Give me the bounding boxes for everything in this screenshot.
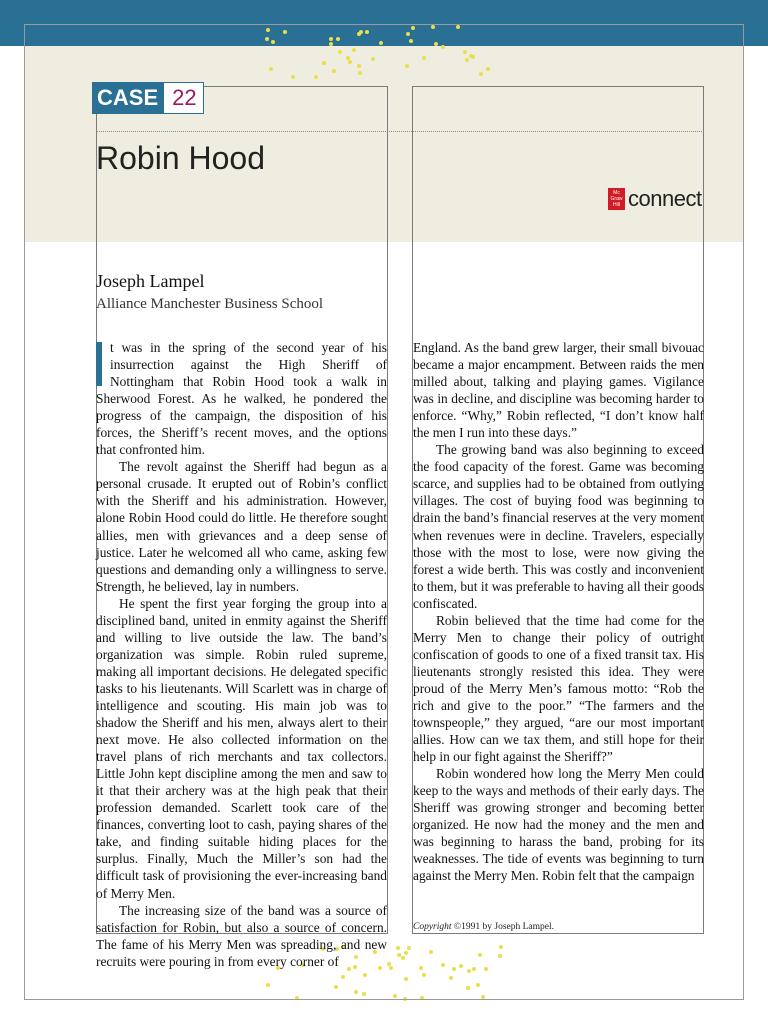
decorative-dot (431, 25, 435, 29)
decorative-dot (486, 67, 490, 71)
decorative-dot (449, 976, 453, 980)
case-number: 22 (164, 83, 202, 113)
case-label (92, 82, 204, 114)
decorative-dot (357, 64, 361, 68)
decorative-dot (334, 985, 338, 989)
author-affiliation: Alliance Manchester Business School (96, 296, 324, 312)
decorative-dot (429, 950, 433, 954)
paragraph: The growing band was also beginning to exceed the food capacity of the forest. Game was becoming scarce, and supplies had to be obtained from outlying villages. The cost of buying food was beginning to drain the band’s financial reserves at the very moment when revenues were in decline. Travelers, especially those with the most to lose, were now giving the forest a wide berth. This was costly and inconvenient to them, but it was preferable to having all their goods confiscated. (413, 442, 704, 611)
decorative-dot (265, 37, 269, 41)
decorative-dot (406, 32, 410, 36)
case-word: CASE (93, 83, 164, 113)
decorative-dot (389, 966, 393, 970)
author-name: Joseph Lampel (96, 271, 205, 291)
decorative-dot (393, 994, 397, 998)
decorative-dot (498, 954, 502, 958)
decorative-dot (358, 71, 362, 75)
paragraph: t was in the spring of the second year of his insurrection against the High Sheriff of Nottingham that Robin Hood took a walk in Sherwood Forest. As he walked, he pondered the progress of the campaign, the disposition of his forces, the Sheriff’s recent moves, and the options that confronted him. (96, 340, 387, 458)
right-column-text (413, 339, 704, 885)
decorative-dot (365, 30, 369, 34)
decorative-dot (266, 983, 270, 987)
decorative-dot (481, 995, 485, 999)
decorative-dot (332, 69, 336, 73)
decorative-dot (341, 975, 345, 979)
mcgraw-hill-logo-icon: Mc Graw Hill (608, 188, 625, 210)
connect-logo-text: connect (628, 186, 702, 211)
decorative-dot (269, 67, 273, 71)
decorative-dot (411, 26, 415, 30)
decorative-dot (456, 25, 460, 29)
drop-cap (96, 342, 102, 386)
decorative-dot (472, 967, 476, 971)
decorative-dot (476, 983, 480, 987)
paragraph: The increasing size of the band was a source of satisfaction for Robin, but also a source of concern. The fame of his Merry Men was spreading, and new recruits were pouring in from every corner of (96, 902, 387, 969)
paragraph: England. As the band grew larger, their small bivouac became a major encampment. Between raids the men milled about, talking and playing games. Vigilance was in decline, and discipline was becoming harder to enforce. “Why,” Robin reflected, “I don’t know half the men I run into these days.” (413, 340, 704, 441)
left-column-text (96, 339, 387, 970)
decorative-dot (371, 57, 375, 61)
connect-logo[interactable] (608, 186, 702, 212)
decorative-dot (441, 963, 445, 967)
decorative-dot (271, 40, 275, 44)
decorative-dot (405, 64, 409, 68)
decorative-dot (401, 956, 405, 960)
decorative-dot (352, 48, 356, 52)
decorative-dot (499, 945, 503, 949)
page-title: Robin Hood (96, 140, 265, 176)
paragraph: Robin believed that the time had come for the Merry Men to change their policy of outright confiscation of goods to one of a fixed transit tax. His lieutenants strongly resisted this idea. They were proud of the Merry Men’s famous motto: “Rob the rich and give to the poor.” “The farmers and the townspeople,” they argued, “are our most important allies. How can we tax them, and still hope for their help in our fight against the Sheriff?” (413, 612, 704, 765)
decorative-dot (346, 56, 350, 60)
decorative-dot (463, 50, 467, 54)
decorative-dot (484, 967, 488, 971)
paragraph: Robin wondered how long the Merry Men could keep to the ways and methods of their early days. The Sheriff was growing stronger and becoming better organized. He now had the money and the men and was beginning to harass the band, probing for its weaknesses. The tide of events was beginning to turn against the Merry Men. Robin felt that the campaign (413, 766, 704, 884)
decorative-dot (329, 42, 333, 46)
decorative-dot (348, 60, 352, 64)
decorative-dot (362, 992, 366, 996)
copyright-notice: Copyright ©1991 by Joseph Lampel. (413, 922, 554, 932)
decorative-dot (407, 946, 411, 950)
decorative-dot (459, 964, 463, 968)
decorative-dot (441, 45, 445, 49)
decorative-dot (434, 42, 438, 46)
decorative-dot (295, 996, 299, 1000)
decorative-dot (291, 75, 295, 79)
decorative-dot (479, 72, 483, 76)
decorative-dot (465, 58, 469, 62)
decorative-dot (467, 969, 471, 973)
decorative-dot (338, 50, 342, 54)
paragraph: The revolt against the Sheriff had begun as a personal crusade. It erupted out of Robin’s conflict with the Sheriff and his administration. However, alone Robin Hood could do little. He therefore sought allies, men with grievances and a deep sense of justice. Later he welcomed all who came, asking few questions and demanding only a willingness to serve. Strength, he believed, lay in numbers. (96, 459, 387, 594)
decorative-dot (314, 75, 318, 79)
decorative-dot (404, 951, 408, 955)
decorative-dot (422, 56, 426, 60)
decorative-dot (396, 946, 400, 950)
title-divider (96, 131, 704, 132)
decorative-dot (357, 32, 361, 36)
decorative-dot (419, 966, 423, 970)
decorative-dot (354, 990, 358, 994)
decorative-dot (266, 28, 270, 32)
decorative-dot (329, 37, 333, 41)
decorative-dot (336, 37, 340, 41)
decorative-dot (420, 996, 424, 1000)
decorative-dot (478, 953, 482, 957)
decorative-dot (409, 39, 413, 43)
decorative-dot (379, 41, 383, 45)
decorative-dot (403, 997, 407, 1001)
decorative-dot (397, 953, 401, 957)
paragraph: He spent the first year forging the group into a disciplined band, united in enmity against the Sheriff and willing to live outside the law. The band’s organization was simple. Robin ruled supreme, making all important decisions. He delegated specific tasks to his lieutenants. Will Scarlett was in charge of intelligence and scouting. His main job was to shadow the Sheriff and his men, always alert to their next move. He also collected information on the travel plans of rich merchants and tax collectors. Little John kept discipline among the men and saw to it that their archery was at the high peak that their profession demanded. Scarlett took care of the finances, converting loot to cash, paying shares of the take, and finding suitable hiding places for the surplus. Finally, Much the Miller’s son had the difficult task of provisioning the ever-increasing band of Merry Men. (96, 595, 387, 901)
decorative-dot (471, 55, 475, 59)
decorative-dot (387, 962, 391, 966)
decorative-dot (322, 61, 326, 65)
decorative-dot (283, 30, 287, 34)
decorative-dot (404, 977, 408, 981)
decorative-dot (363, 973, 367, 977)
decorative-dot (452, 967, 456, 971)
decorative-dot (422, 973, 426, 977)
decorative-dots-top (262, 20, 510, 80)
decorative-dot (466, 986, 470, 990)
